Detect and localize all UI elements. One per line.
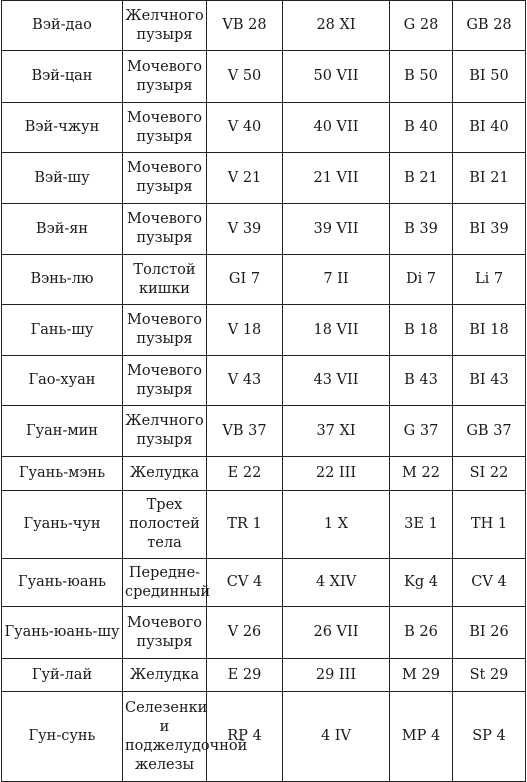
table-row — [2, 356, 526, 406]
table-body — [2, 1, 526, 782]
code-cell-4: BI 18 — [453, 305, 526, 356]
point-name-cell: Вэнь-лю — [2, 255, 123, 305]
table-row — [2, 1, 526, 51]
code-cell-3: B 21 — [390, 153, 453, 204]
meridian-cell: Мочевого пузыря — [123, 51, 207, 103]
code-cell-2: 50 VII — [283, 51, 390, 103]
point-name-cell: Гуань-юань-шу — [2, 607, 123, 659]
meridian-cell: Мочевого пузыря — [123, 607, 207, 659]
code-cell-1: V 40 — [207, 103, 283, 153]
code-cell-3: 3E 1 — [390, 491, 453, 559]
code-cell-3: G 28 — [390, 1, 453, 51]
code-cell-1: E 22 — [207, 457, 283, 491]
code-cell-2: 4 IV — [283, 692, 390, 782]
code-cell-1: TR 1 — [207, 491, 283, 559]
code-cell-4: TH 1 — [453, 491, 526, 559]
point-name-cell: Гуй-лай — [2, 659, 123, 692]
code-cell-4: St 29 — [453, 659, 526, 692]
code-cell-2: 22 III — [283, 457, 390, 491]
code-cell-3: B 40 — [390, 103, 453, 153]
point-name-cell: Вэй-ян — [2, 204, 123, 255]
code-cell-1: V 43 — [207, 356, 283, 406]
code-cell-3: Kg 4 — [390, 559, 453, 607]
code-cell-1: V 39 — [207, 204, 283, 255]
meridian-cell: Желчного пузыря — [123, 1, 207, 51]
code-cell-2: 37 XI — [283, 406, 390, 457]
code-cell-4: Li 7 — [453, 255, 526, 305]
point-name-cell: Гань-шу — [2, 305, 123, 356]
code-cell-2: 18 VII — [283, 305, 390, 356]
code-cell-1: VB 37 — [207, 406, 283, 457]
code-cell-1: V 50 — [207, 51, 283, 103]
table-row — [2, 204, 526, 255]
code-cell-1: VB 28 — [207, 1, 283, 51]
code-cell-4: SI 22 — [453, 457, 526, 491]
table-row — [2, 559, 526, 607]
code-cell-1: RP 4 — [207, 692, 283, 782]
table-row — [2, 607, 526, 659]
meridian-cell: Мочевого пузыря — [123, 305, 207, 356]
code-cell-1: V 21 — [207, 153, 283, 204]
code-cell-4: BI 43 — [453, 356, 526, 406]
code-cell-2: 28 XI — [283, 1, 390, 51]
code-cell-4: SP 4 — [453, 692, 526, 782]
code-cell-4: BI 21 — [453, 153, 526, 204]
code-cell-4: GB 37 — [453, 406, 526, 457]
table-row — [2, 305, 526, 356]
code-cell-2: 1 X — [283, 491, 390, 559]
code-cell-3: B 39 — [390, 204, 453, 255]
table-row — [2, 153, 526, 204]
code-cell-3: Di 7 — [390, 255, 453, 305]
code-cell-3: B 43 — [390, 356, 453, 406]
code-cell-4: BI 39 — [453, 204, 526, 255]
point-name-cell: Вэй-цан — [2, 51, 123, 103]
code-cell-4: BI 26 — [453, 607, 526, 659]
meridian-cell: Передне-срединный — [123, 559, 207, 607]
point-name-cell: Вэй-шу — [2, 153, 123, 204]
meridian-cell: Толстой кишки — [123, 255, 207, 305]
meridian-cell: Желудка — [123, 659, 207, 692]
point-name-cell: Гао-хуан — [2, 356, 123, 406]
meridian-cell: Мочевого пузыря — [123, 103, 207, 153]
code-cell-1: GI 7 — [207, 255, 283, 305]
point-name-cell: Гуань-чун — [2, 491, 123, 559]
point-name-cell: Вэй-дао — [2, 1, 123, 51]
code-cell-4: GB 28 — [453, 1, 526, 51]
code-cell-3: M 29 — [390, 659, 453, 692]
point-name-cell: Гуань-юань — [2, 559, 123, 607]
code-cell-2: 29 III — [283, 659, 390, 692]
point-name-cell: Гун-сунь — [2, 692, 123, 782]
code-cell-2: 21 VII — [283, 153, 390, 204]
code-cell-4: BI 50 — [453, 51, 526, 103]
point-name-cell: Вэй-чжун — [2, 103, 123, 153]
point-name-cell: Гуань-мэнь — [2, 457, 123, 491]
meridian-cell: Желчного пузыря — [123, 406, 207, 457]
code-cell-3: MP 4 — [390, 692, 453, 782]
code-cell-1: E 29 — [207, 659, 283, 692]
code-cell-2: 4 XIV — [283, 559, 390, 607]
code-cell-3: B 18 — [390, 305, 453, 356]
code-cell-2: 39 VII — [283, 204, 390, 255]
code-cell-4: CV 4 — [453, 559, 526, 607]
table-row — [2, 457, 526, 491]
table-row — [2, 406, 526, 457]
code-cell-1: V 18 — [207, 305, 283, 356]
table-row — [2, 51, 526, 103]
table-row — [2, 103, 526, 153]
table-row — [2, 491, 526, 559]
code-cell-3: M 22 — [390, 457, 453, 491]
code-cell-1: V 26 — [207, 607, 283, 659]
code-cell-2: 43 VII — [283, 356, 390, 406]
meridian-cell: Селезенки и поджелудочной железы — [123, 692, 207, 782]
meridian-cell: Мочевого пузыря — [123, 204, 207, 255]
point-name-cell: Гуан-мин — [2, 406, 123, 457]
code-cell-2: 26 VII — [283, 607, 390, 659]
table-row — [2, 659, 526, 692]
meridian-cell: Трех полостей тела — [123, 491, 207, 559]
meridian-cell: Мочевого пузыря — [123, 356, 207, 406]
acupoint-table — [1, 0, 526, 782]
meridian-cell: Желудка — [123, 457, 207, 491]
code-cell-4: BI 40 — [453, 103, 526, 153]
meridian-cell: Мочевого пузыря — [123, 153, 207, 204]
code-cell-2: 7 II — [283, 255, 390, 305]
code-cell-3: G 37 — [390, 406, 453, 457]
table-row — [2, 255, 526, 305]
code-cell-2: 40 VII — [283, 103, 390, 153]
code-cell-3: B 50 — [390, 51, 453, 103]
code-cell-1: CV 4 — [207, 559, 283, 607]
table-row — [2, 692, 526, 782]
code-cell-3: B 26 — [390, 607, 453, 659]
